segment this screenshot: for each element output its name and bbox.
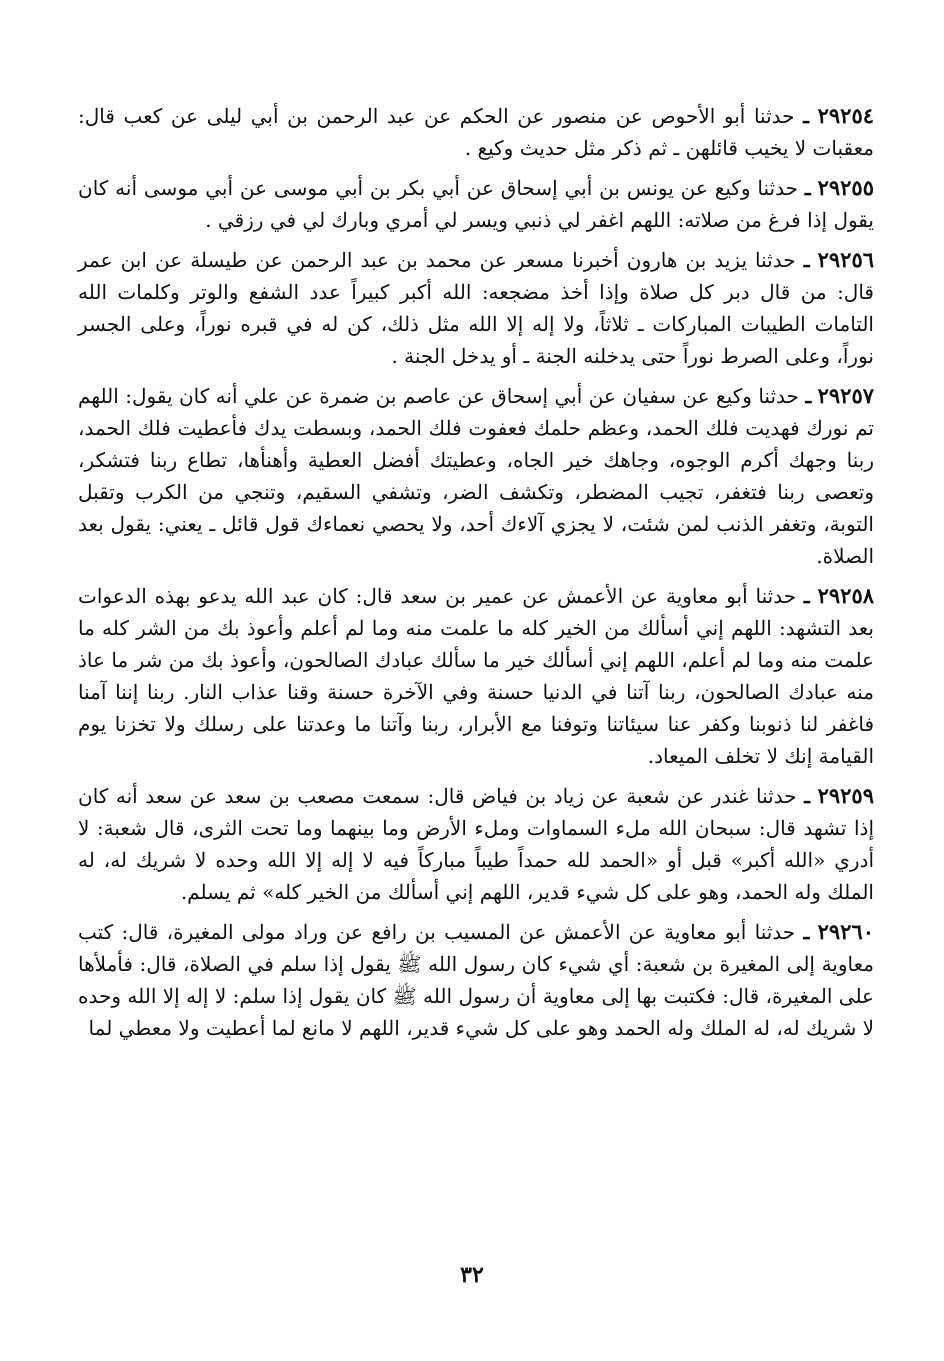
- hadith-text: حدثنا أبو الأحوص عن منصور عن الحكم عن عبد الرحمن بن أبي ليلى عن كعب قال: معقبات لا يخيب قائلهن ـ ثم ذكر مثل حديث وكيع .: [78, 104, 874, 160]
- page-number: ٣٢: [460, 1262, 484, 1288]
- hadith-text: حدثنا أبو معاوية عن الأعمش عن المسيب بن رافع عن وراد مولى المغيرة، قال: كتب معاوية إلى المغيرة بن شعبة: أي شيء كان رسول الله ﷺ يقول إذا سلم في الصلاة، قال: فأملأها على المغيرة، قال: فكتبت بها إلى معاوية أن رسول الله ﷺ كان يقول إذا سلم: لا إله إلا الله وحده لا شريك له، له الملك وله الحمد وهو على كل شيء قدير، اللهم لا مانع لما أعطيت ولا معطي لما: [78, 920, 874, 1040]
- hadith-29255: [78, 172, 874, 236]
- hadith-number: ٢٩٢٥٨: [817, 583, 875, 608]
- hadith-paragraph: ٢٩٢٥٨ ـ حدثنا أبو معاوية عن الأعمش عن عمير بن سعد قال: كان عبد الله يدعو بهذه الدعوات بعد التشهد: اللهم إني أسألك من الخير كله ما علمت منه وما لم أعلم وأعوذ بك من الشر كله ما علمت منه وما لم أعلم، اللهم إني أسألك خير ما سألك عبادك الصالحون، وأعوذ بك من شر ما عاذ منه عبادك الصالحون، ربنا آتنا في الدنيا حسنة وفي الآخرة حسنة وقنا عذاب النار. ربنا إننا آمنا فاغفر لنا ذنوبنا وكفر عنا سيئاتنا وتوفنا مع الأبرار، ربنا وآتنا ما وعدتنا على رسلك ولا تخزنا يوم القيامة إنك لا تخلف الميعاد.: [78, 583, 875, 768]
- hadith-paragraph: ٢٩٢٥٦ ـ حدثنا يزيد بن هارون أخبرنا مسعر عن محمد بن عبد الرحمن عن طيسلة عن ابن عمر قال: من قال دبر كل صلاة وإذا أخذ مضجعه: الله أكبر كبيراً عدد الشفع والوتر وكلمات الله التامات الطيبات المباركات ـ ثلاثاً، ولا إله إلا الله مثل ذلك، كن له في قبره نوراً، وعلى الجسر نوراً، وعلى الصرط نوراً حتى يدخلنه الجنة ـ أو يدخل الجنة .: [78, 247, 875, 368]
- hadith-29257: [78, 380, 874, 572]
- hadith-text: حدثنا غندر عن شعبة عن زياد بن فياض قال: سمعت مصعب بن سعد عن سعد أنه كان إذا تشهد قال: سبحان الله ملء السماوات وملء الأرض وما بينهما وما تحت الثرى، قال شعبة: لا أدري «الله أكبر» قبل أو «الحمد لله حمداً طيباً مباركاً فيه لا إله إلا الله وحده لا شريك له، له الملك وله الحمد، وهو على كل شيء قدير، اللهم إني أسألك من الخير كله» ثم يسلم.: [78, 784, 874, 904]
- hadith-paragraph: ٢٩٢٥٩ ـ حدثنا غندر عن شعبة عن زياد بن فياض قال: سمعت مصعب بن سعد عن سعد أنه كان إذا تشهد قال: سبحان الله ملء السماوات وملء الأرض وما بينهما وما تحت الثرى، قال شعبة: لا أدري «الله أكبر» قبل أو «الحمد لله حمداً طيباً مباركاً فيه لا إله إلا الله وحده لا شريك له، له الملك وله الحمد، وهو على كل شيء قدير، اللهم إني أسألك من الخير كله» ثم يسلم.: [78, 783, 874, 904]
- hadith-number: ٢٩٢٥٥: [817, 175, 874, 200]
- hadith-paragraph: ٢٩٢٥٤ ـ حدثنا أبو الأحوص عن منصور عن الحكم عن عبد الرحمن بن أبي ليلى عن كعب قال: معقبات لا يخيب قائلهن ـ ثم ذكر مثل حديث وكيع .: [78, 103, 875, 160]
- hadith-number: ٢٩٢٥٩: [817, 783, 874, 808]
- hadith-paragraph: ٢٩٢٥٧ ـ حدثنا وكيع عن سفيان عن أبي إسحاق عن عاصم بن ضمرة عن علي أنه كان يقول: اللهم تم نورك فهديت فلك الحمد، وعظم حلمك فعفوت فلك الحمد، وبسطت يدك فأعطيت فلك الحمد، ربنا وجهك أكرم الوجوه، وجاهك خير الجاه، وعطيتك أفضل العطية وأهنأها، تطاع ربنا فتشكر، وتعصى ربنا فتغفر، تجيب المضطر، وتكشف الضر، وتشفي السقيم، وتنجي من الكرب وتقبل التوبة، وتغفر الذنب لمن شئت، لا يجزي آلاءك أحد، ولا يحصي نعماءك قول قائل ـ يعني: يقول بعد الصلاة.: [78, 383, 875, 568]
- hadith-text: حدثنا يزيد بن هارون أخبرنا مسعر عن محمد بن عبد الرحمن عن طيسلة عن ابن عمر قال: من قال دبر كل صلاة وإذا أخذ مضجعه: الله أكبر كبيراً عدد الشفع والوتر وكلمات الله التامات الطيبات المباركات ـ ثلاثاً، ولا إله إلا الله مثل ذلك، كن له في قبره نوراً، وعلى الجسر نوراً، وعلى الصرط نوراً حتى يدخلنه الجنة ـ أو يدخل الجنة .: [78, 248, 874, 368]
- page-body: [78, 100, 874, 1052]
- hadith-text: حدثنا وكيع عن يونس بن أبي إسحاق عن أبي بكر بن أبي موسى عن أبي موسى أنه كان يقول إذا فرغ من صلاته: اللهم اغفر لي ذنبي ويسر لي أمري وبارك لي في رزقي .: [78, 176, 874, 232]
- hadith-29254: [78, 100, 874, 164]
- hadith-paragraph: ٢٩٢٦٠ ـ حدثنا أبو معاوية عن الأعمش عن المسيب بن رافع عن وراد مولى المغيرة، قال: كتب معاوية إلى المغيرة بن شعبة: أي شيء كان رسول الله ﷺ يقول إذا سلم في الصلاة، قال: فأملأها على المغيرة، قال: فكتبت بها إلى معاوية أن رسول الله ﷺ كان يقول إذا سلم: لا إله إلا الله وحده لا شريك له، له الملك وله الحمد وهو على كل شيء قدير، اللهم لا مانع لما أعطيت ولا معطي لما: [78, 919, 874, 1040]
- hadith-29259: [78, 780, 874, 908]
- hadith-paragraph: ٢٩٢٥٥ ـ حدثنا وكيع عن يونس بن أبي إسحاق عن أبي بكر بن أبي موسى عن أبي موسى أنه كان يقول إذا فرغ من صلاته: اللهم اغفر لي ذنبي ويسر لي أمري وبارك لي في رزقي .: [78, 175, 874, 232]
- hadith-text: حدثنا وكيع عن سفيان عن أبي إسحاق عن عاصم بن ضمرة عن علي أنه كان يقول: اللهم تم نورك فهديت فلك الحمد، وعظم حلمك فعفوت فلك الحمد، وبسطت يدك فأعطيت فلك الحمد، ربنا وجهك أكرم الوجوه، وجاهك خير الجاه، وعطيتك أفضل العطية وأهنأها، تطاع ربنا فتشكر، وتعصى ربنا فتغفر، تجيب المضطر، وتكشف الضر، وتشفي السقيم، وتنجي من الكرب وتقبل التوبة، وتغفر الذنب لمن شئت، لا يجزي آلاءك أحد، ولا يحصي نعماءك قول قائل ـ يعني: يقول بعد الصلاة.: [78, 384, 874, 568]
- hadith-29256: [78, 244, 874, 372]
- hadith-29260: [78, 916, 874, 1044]
- hadith-number: ٢٩٢٥٤: [817, 103, 875, 128]
- hadith-number: ٢٩٢٥٦: [817, 247, 875, 272]
- hadith-text: حدثنا أبو معاوية عن الأعمش عن عمير بن سعد قال: كان عبد الله يدعو بهذه الدعوات بعد التشهد: اللهم إني أسألك من الخير كله ما علمت منه وما لم أعلم وأعوذ بك من الشر كله ما علمت منه وما لم أعلم، اللهم إني أسألك خير ما سألك عبادك الصالحون، وأعوذ بك من شر ما عاذ منه عبادك الصالحون، ربنا آتنا في الدنيا حسنة وفي الآخرة حسنة وقنا عذاب النار. ربنا إننا آمنا فاغفر لنا ذنوبنا وكفر عنا سيئاتنا وتوفنا مع الأبرار، ربنا وآتنا ما وعدتنا على رسلك ولا تخزنا يوم القيامة إنك لا تخلف الميعاد.: [78, 584, 874, 768]
- hadith-number: ٢٩٢٦٠: [817, 919, 874, 944]
- hadith-number: ٢٩٢٥٧: [817, 383, 875, 408]
- hadith-29258: [78, 580, 874, 772]
